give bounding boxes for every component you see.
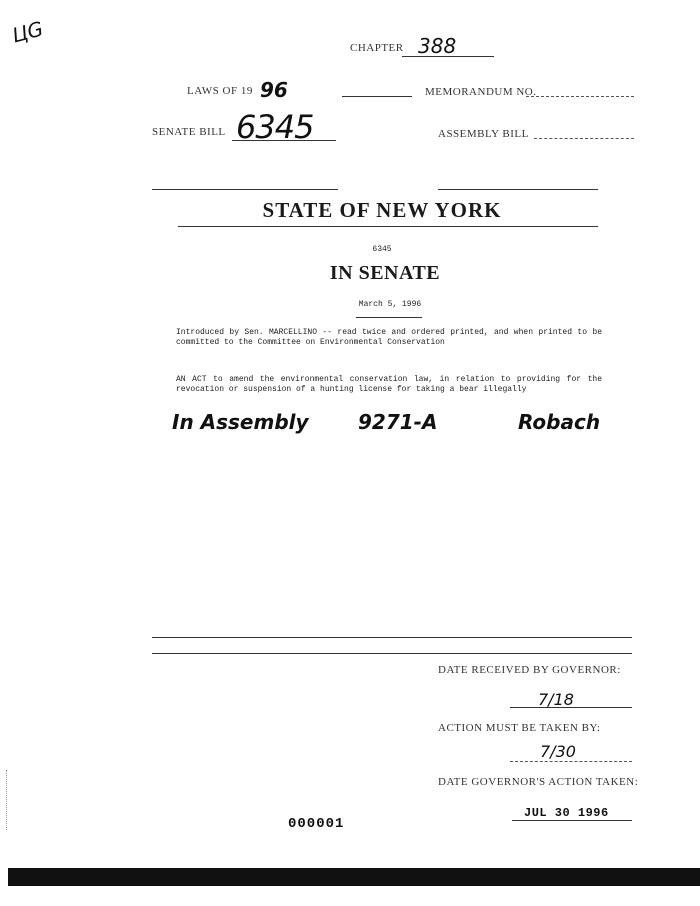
page-number: 000001	[288, 816, 345, 832]
scan-bottom-bar	[8, 868, 700, 886]
laws-blank-line	[342, 96, 412, 97]
chapter-underline	[402, 56, 494, 57]
bill-date: March 5, 1996	[358, 300, 422, 309]
act-paragraph: AN ACT to amend the environmental conservation law, in relation to providing for the revocation or suspension of a hunting license for taking a bear illegally	[176, 375, 602, 394]
assembly-bill-label: ASSEMBLY BILL	[438, 128, 529, 140]
date-underline	[356, 317, 422, 318]
senate-bill-value: 6345	[236, 108, 314, 146]
bill-number: 6345	[372, 245, 392, 254]
scan-edge-mark	[6, 770, 8, 830]
action-by-value: 7/30	[540, 742, 576, 761]
date-received-label: DATE RECEIVED BY GOVERNOR:	[438, 664, 621, 676]
action-taken-stamp: JUL 30 1996	[524, 806, 609, 820]
action-by-label: ACTION MUST BE TAKEN BY:	[438, 722, 601, 734]
senate-bill-underline	[232, 140, 336, 141]
chamber-title: IN SENATE	[329, 262, 441, 284]
title-top-rule-left	[152, 189, 338, 190]
assembly-bill-line	[534, 138, 634, 139]
memorandum-label: MEMORANDUM NO.	[425, 86, 537, 98]
action-taken-label: DATE GOVERNOR'S ACTION TAKEN:	[438, 776, 639, 788]
action-by-line	[510, 761, 632, 762]
corner-mark: ЦG	[9, 16, 46, 48]
date-received-line	[510, 707, 632, 708]
laws-of-value: 96	[260, 78, 288, 102]
lower-rule-2	[152, 653, 632, 654]
introduced-paragraph: Introduced by Sen. MARCELLINO -- read twice and ordered printed, and when printed to be committed to the Committee on Environmental Conservation	[176, 328, 602, 347]
laws-of-label: LAWS OF 19	[187, 85, 253, 97]
date-received-value: 7/18	[538, 690, 574, 709]
memorandum-line	[526, 96, 634, 97]
sponsor-note: Robach	[518, 410, 601, 434]
in-assembly-note: In Assembly	[172, 410, 309, 434]
title-top-rule-right	[438, 189, 598, 190]
assembly-number-note: 9271-A	[358, 410, 438, 434]
action-taken-line	[512, 820, 632, 821]
chapter-value: 388	[418, 34, 457, 58]
state-title: STATE OF NEW YORK	[262, 198, 502, 222]
senate-bill-label: SENATE BILL	[152, 126, 226, 138]
title-underline	[178, 226, 598, 227]
chapter-label: CHAPTER	[350, 42, 404, 54]
lower-rule-1	[152, 637, 632, 638]
